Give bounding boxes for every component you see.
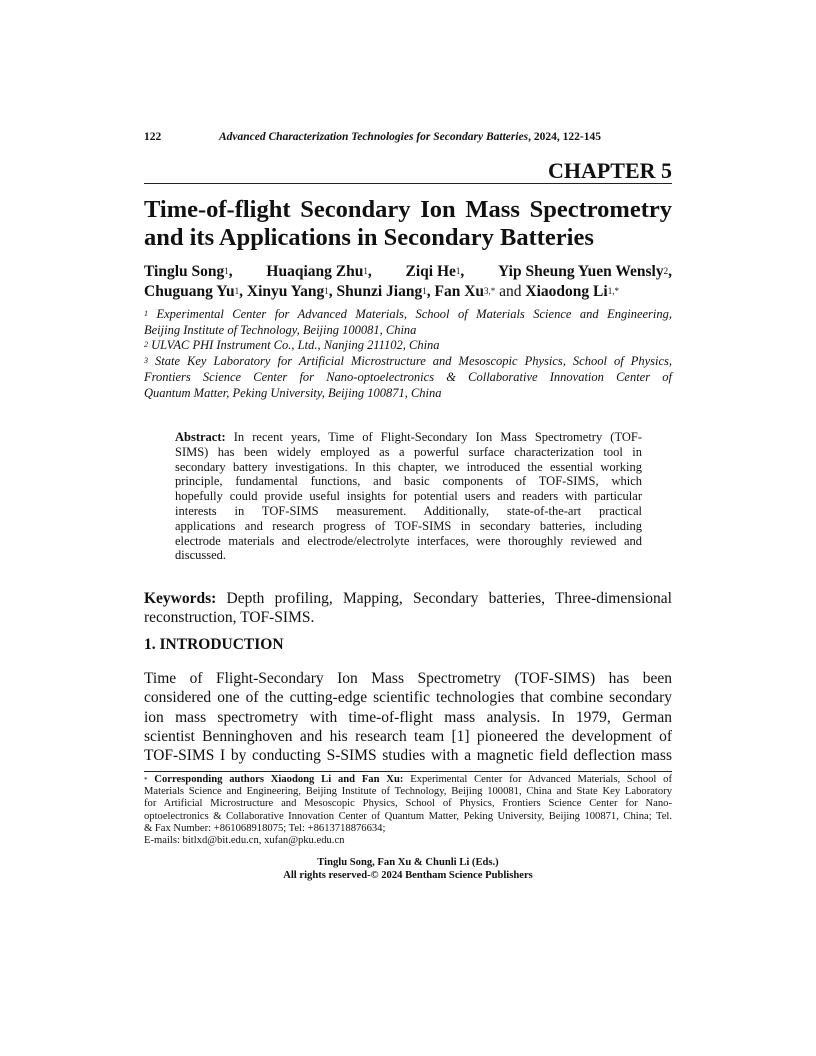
author: Chuguang Yu$^1$, (144, 283, 243, 300)
running-header (144, 131, 672, 143)
author: Shunzi Jiang$^1$, (336, 283, 431, 300)
author: Yip Sheung Yuen Wensly$^2$, (498, 263, 672, 280)
editors: Tinglu Song, Fan Xu & Chunli Li (Eds.) (317, 857, 499, 868)
author: Tinglu Song$^1$, (144, 263, 233, 280)
publisher-info (144, 856, 672, 882)
page-number: 122 (144, 131, 162, 143)
copyright: All rights reserved-© 2024 Bentham Science Publishers (283, 870, 533, 881)
chapter-rule (144, 183, 672, 184)
author: Fan $Xu^{3,*}$ (434, 283, 496, 300)
author: Xiaodong $Li^{1,*}$ (525, 283, 619, 300)
abstract: Abstract: In recent years, Time of Flight-Secondary Ion Mass Spectrometry (TOF- SIMS) has been widely employed as a powerful surface characterization tool in secondary battery investigations. In this chapter, we introduced the essential working principle, fundamental functions, and basic components of TOF-SIMS, which hopefully could provide useful insights for potential users and readers with particular interests in TOF-SIMS measurement. Additionally, state-of-the-art practical applications and research progress of TOF-SIMS in secondary batteries, including electrode materials and electrode/electrolyte interfaces, were thoroughly reviewed and discussed. (175, 430, 642, 563)
affiliation-1: $^1$ Experimental Center for Advanced Materials, School of Materials Science and Engineering, Beijing Institute of Technology, Beijing 100081, China (144, 307, 673, 337)
section-heading: 1. INTRODUCTION (144, 636, 284, 653)
author: Xinyu Yang$^1$, (246, 283, 333, 300)
chapter-title: Time-of-flight Secondary Ion Mass Spectrometry and its Applications in Secondary Batteries (144, 196, 672, 251)
author-list: Tinglu Song$^1$, Huaqiang Zhu$^1$, Ziqi He$^1$, Yip Sheung Yuen Wensly$^2$, Chuguang Yu$^1$, Xinyu Yang$^1$, Shunzi Jiang$^1$, Fan $Xu^{3,*}$ and Xiaodong $Li^{1,*}$ (144, 263, 672, 300)
footnote: * Corresponding authors Xiaodong Li and Fan Xu: Experimental Center for Advanced Materials, School of Materials Science and Engineering, Beijing Institute of Technology, Beijing 100081, China and State Key Laboratory for Artificial Microstructure and Mesoscopic Physics, School of Physics, Frontiers Science Center for Nano- optoelectronics & Collaborative Innovation Center of Quantum Matter, Peking University, Beijing 100871, China; Tel. & Fax Number: +861068918075; Tel: +8613718876634; E-mails: bitlxd@bit.edu.cn, xufan@pku.edu.cn (144, 774, 672, 847)
affiliation-3: $^3$ State Key Laboratory for Artificial Microstructure and Mesoscopic Physics, School of Physics, Frontiers Science Center for Nano-optoelectronics & Collaborative Innovation Center of Quantum Matter, Peking University, Beijing 100871, China (144, 354, 672, 400)
affiliation-2: $^2$ ULVAC PHI Instrument Co., Ltd., Nanjing 211102, China (144, 338, 440, 352)
author: Ziqi He$^1$, (405, 263, 465, 280)
author: Huaqiang Zhu$^1$, (266, 263, 372, 280)
footnote-rule (144, 771, 672, 772)
keywords: Keywords: Depth profiling, Mapping, Secondary batteries, Three-dimensional reconstruction, TOF-SIMS. (144, 590, 672, 626)
intro-paragraph: Time of Flight-Secondary Ion Mass Spectrometry (TOF-SIMS) has been considered one of the cutting-edge scientific technologies that combine secondary ion mass spectrometry with time-of-flight mass analysis. In 1979, German scientist Benninghoven and his research team [1] pioneered the development of TOF-SIMS I by conducting S-SIMS studies with a magnetic field deflection mass (144, 670, 672, 765)
chapter-label: CHAPTER 5 (547, 158, 672, 183)
journal-citation: Advanced Characterization Technologies for Secondary Batteries, 2024, 122-145 (219, 131, 601, 143)
